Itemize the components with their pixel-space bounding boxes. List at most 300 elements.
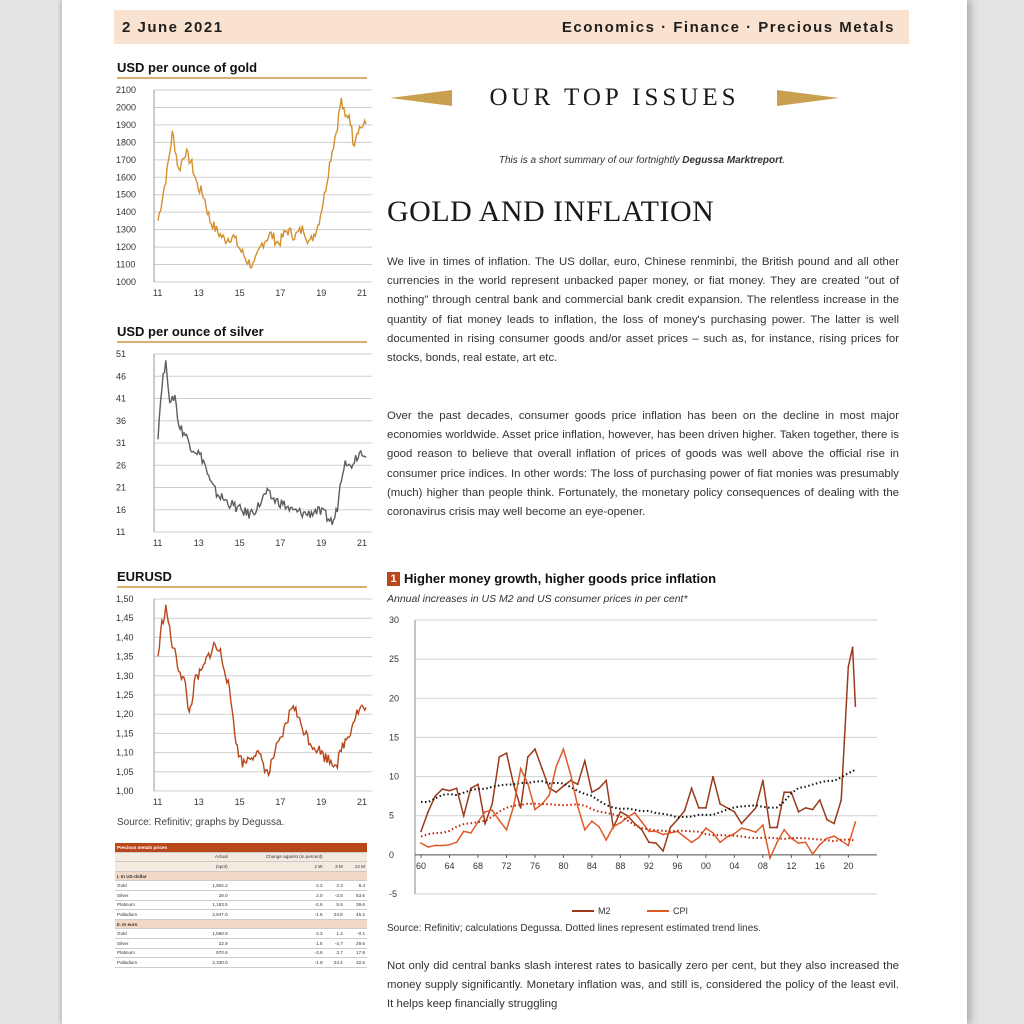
data-point <box>563 785 565 787</box>
data-point <box>855 821 857 823</box>
data-point <box>833 835 835 837</box>
data-point <box>691 841 693 843</box>
figure-number-badge: 1 <box>387 572 400 586</box>
data-point <box>691 787 693 789</box>
table-cell: 2 W <box>230 862 325 872</box>
x-tick-label: 68 <box>472 860 483 871</box>
x-tick-label: 08 <box>757 860 768 871</box>
eurusd-chart <box>114 591 374 815</box>
data-point <box>520 768 522 770</box>
table-cell: -4.7 <box>325 938 345 948</box>
data-point <box>605 839 607 841</box>
data-point <box>734 811 736 813</box>
data-point <box>534 809 536 811</box>
x-tick-label: 84 <box>586 860 597 871</box>
intro-line <box>387 155 897 166</box>
data-point <box>620 822 622 824</box>
data-point <box>805 807 807 809</box>
table-cell <box>325 871 345 881</box>
table-cell <box>199 919 229 929</box>
y-tick-label: 2100 <box>116 85 137 95</box>
data-point <box>812 853 814 855</box>
y-tick-label: 41 <box>116 393 127 404</box>
table-cell: 8.4 <box>345 881 367 891</box>
data-point <box>648 841 650 843</box>
y-tick-label: 1900 <box>116 119 137 130</box>
y-tick-label: 11 <box>116 527 126 537</box>
y-tick-label: 30 <box>389 615 400 625</box>
data-point <box>762 824 764 826</box>
y-tick-label: 1,20 <box>116 709 134 720</box>
data-point <box>463 831 465 833</box>
table-cell: 2.0 <box>230 890 325 900</box>
data-point <box>491 809 493 811</box>
x-tick-label: 15 <box>234 797 245 807</box>
data-point <box>591 820 593 822</box>
data-point <box>570 773 572 775</box>
table-cell: Silver <box>115 890 199 900</box>
table-cell: 1.5 <box>230 938 325 948</box>
table-cell: 45.2 <box>345 910 367 920</box>
data-point <box>705 807 707 809</box>
data-point <box>584 829 586 831</box>
data-point <box>548 795 550 797</box>
table-row <box>115 890 367 900</box>
y-tick-label: 1500 <box>116 189 137 200</box>
data-point <box>534 748 536 750</box>
table-cell <box>199 843 229 852</box>
x-tick-label: 13 <box>193 288 204 298</box>
table-cell: 28.0 <box>199 890 229 900</box>
gold-chart-title: USD per ounce of gold <box>117 60 367 79</box>
table-cell: 32.6 <box>345 958 367 968</box>
x-tick-label: 20 <box>843 860 854 871</box>
data-point <box>584 760 586 762</box>
data-point <box>698 837 700 839</box>
x-tick-label: 16 <box>814 860 825 871</box>
x-tick-label: 15 <box>234 538 245 548</box>
data-point <box>548 787 550 789</box>
table-cell: Actual <box>199 852 229 862</box>
table-cell: II. In euro <box>115 919 199 929</box>
table-section-row <box>115 919 367 929</box>
data-point <box>648 831 650 833</box>
table-cell: 1,183.5 <box>199 900 229 910</box>
table-cell <box>345 843 367 852</box>
silver-chart-title: USD per ounce of silver <box>117 324 367 343</box>
data-point <box>840 799 842 801</box>
data-point <box>563 748 565 750</box>
table-cell: Change against (in percent) <box>230 852 325 862</box>
x-tick-label: 13 <box>193 538 204 548</box>
data-point <box>698 807 700 809</box>
data-point <box>641 829 643 831</box>
table-row <box>115 948 367 958</box>
table-cell: Precious metals prices <box>115 843 199 852</box>
table-row <box>115 958 367 968</box>
eurusd-chart-title: EURUSD <box>117 569 367 588</box>
table-cell: 1,902.2 <box>199 881 229 891</box>
table-header-row <box>115 852 367 862</box>
header-bar <box>114 10 909 44</box>
data-point <box>634 812 636 814</box>
y-tick-label: 1200 <box>116 242 137 253</box>
table-cell: 12 M <box>345 862 367 872</box>
table-cell: 2.3 <box>230 929 325 939</box>
x-tick-label: 15 <box>234 288 245 298</box>
data-point <box>734 833 736 835</box>
x-tick-label: 11 <box>153 797 163 807</box>
y-tick-label: 0 <box>389 849 395 860</box>
y-tick-label: 26 <box>116 460 127 471</box>
intro-suffix: . <box>782 155 786 166</box>
x-tick-label: 04 <box>729 860 740 871</box>
x-tick-label: 13 <box>193 797 204 807</box>
table-cell <box>115 852 199 862</box>
report-topics: Economics · Finance · Precious Metals <box>561 18 895 36</box>
table-cell: Palladium <box>115 910 199 920</box>
data-point <box>855 705 857 707</box>
table-cell: Gold <box>115 929 199 939</box>
x-tick-label: 64 <box>444 860 455 871</box>
data-point <box>719 803 721 805</box>
intro-brand: Degussa Marktreport <box>682 155 783 166</box>
data-point <box>805 841 807 843</box>
data-point <box>655 831 657 833</box>
data-point <box>726 836 728 838</box>
y-tick-label: 16 <box>116 504 127 515</box>
y-tick-label: 1,00 <box>116 786 134 796</box>
series-line-cpi <box>421 749 855 858</box>
table-cell: -2.6 <box>230 900 325 910</box>
table-cell <box>325 919 345 929</box>
data-point <box>776 827 778 829</box>
data-point <box>427 846 429 848</box>
data-point <box>669 832 671 834</box>
data-point <box>463 815 465 817</box>
money-growth-inflation-chart <box>387 612 887 920</box>
data-point <box>669 827 671 829</box>
data-point <box>577 805 579 807</box>
data-point <box>527 783 529 785</box>
table-cell: 53.6 <box>345 890 367 900</box>
data-point <box>477 784 479 786</box>
data-point <box>776 841 778 843</box>
data-point <box>427 811 429 813</box>
data-point <box>605 780 607 782</box>
data-point <box>783 791 785 793</box>
table-cell: -1.6 <box>230 910 325 920</box>
figure-title <box>387 571 716 586</box>
y-tick-label: 1,50 <box>116 594 134 604</box>
table-cell <box>325 843 345 852</box>
article-title: GOLD AND INFLATION <box>387 195 715 228</box>
table-cell: -1.9 <box>230 958 325 968</box>
data-point <box>498 820 500 822</box>
table-cell: -3.6 <box>230 948 325 958</box>
y-tick-label: 1600 <box>116 172 137 183</box>
y-tick-label: 1,05 <box>116 766 134 777</box>
x-tick-label: 60 <box>416 860 427 871</box>
table-cell: Silver <box>115 938 199 948</box>
data-point <box>819 799 821 801</box>
x-tick-label: 11 <box>153 288 163 298</box>
table-header-row <box>115 862 367 872</box>
intro-prefix: This is a short summary of our fortnightly <box>498 155 680 166</box>
data-point <box>755 831 757 833</box>
data-point <box>755 807 757 809</box>
table-cell: -0.1 <box>345 929 367 939</box>
paragraph-1: We live in times of inflation. The US dollar, euro, Chinese renminbi, the British pound and all other currencies in the world represent unbacked paper money, or fiat money. They are created "out of nothing" through central bank and commercial bank credit expansion. The relentless increase in the quantity of fiat money leads to inflation, the loss of money's purchasing power. The latter is well documented in rising consumer goods and/or asset prices – such as, for instance, rising prices for stocks, bonds, real estate, art etc. <box>387 256 899 365</box>
data-point <box>442 788 444 790</box>
data-point <box>627 816 629 818</box>
table-cell: Gold <box>115 881 199 891</box>
y-tick-label: 1000 <box>116 277 137 287</box>
table-cell: 22.9 <box>199 938 229 948</box>
table-cell <box>199 871 229 881</box>
y-tick-label: 1700 <box>116 154 137 165</box>
table-cell: 17.8 <box>345 948 367 958</box>
x-tick-label: 00 <box>700 860 711 871</box>
x-tick-label: 17 <box>275 288 286 298</box>
data-point <box>456 841 458 843</box>
y-tick-label: 1,35 <box>116 651 134 662</box>
top-issues-banner <box>387 80 842 116</box>
table-title-row <box>115 843 367 852</box>
data-point <box>442 845 444 847</box>
y-tick-label: -5 <box>389 889 398 899</box>
table-cell: 3.7 <box>325 948 345 958</box>
y-tick-label: 25 <box>389 654 400 665</box>
legend-label: CPI <box>673 906 689 916</box>
table-cell: 2.3 <box>325 881 345 891</box>
data-point <box>677 819 679 821</box>
silver-price-chart <box>114 346 374 556</box>
data-point <box>420 831 422 833</box>
data-point <box>847 845 849 847</box>
y-tick-label: 1,30 <box>116 670 134 681</box>
data-point <box>456 787 458 789</box>
y-tick-label: 21 <box>116 482 127 493</box>
x-tick-label: 80 <box>558 860 569 871</box>
x-tick-label: 17 <box>275 538 286 548</box>
data-point <box>798 811 800 813</box>
table-cell: I. In US-dollar <box>115 871 199 881</box>
data-point <box>555 766 557 768</box>
x-tick-label: 21 <box>357 797 368 807</box>
y-tick-label: 1,40 <box>116 632 134 643</box>
data-point <box>434 845 436 847</box>
table-section-row <box>115 871 367 881</box>
price-series-line <box>158 605 366 776</box>
table-cell: 2.2 <box>230 881 325 891</box>
figure-subtitle: Annual increases in US M2 and US consumer prices in per cent* <box>387 593 688 605</box>
data-point <box>662 850 664 852</box>
y-tick-label: 10 <box>389 771 400 782</box>
data-point <box>684 810 686 812</box>
x-tick-label: 19 <box>316 538 327 548</box>
paragraph-3: Not only did central banks slash interest rates to basically zero per cent, but they also increased the money supply significantly. Monetary inflation was, and still is, considered the policy of the least evil. It helps keep financially struggling <box>387 960 899 1011</box>
data-point <box>748 815 750 817</box>
data-point <box>684 836 686 838</box>
gold-price-chart <box>114 82 374 304</box>
data-point <box>712 776 714 778</box>
data-point <box>769 857 771 859</box>
data-point <box>484 811 486 813</box>
x-tick-label: 21 <box>357 288 368 298</box>
y-tick-label: 1,10 <box>116 747 134 758</box>
series-line-m2 <box>421 647 855 851</box>
data-point <box>470 787 472 789</box>
data-point <box>826 838 828 840</box>
y-tick-label: 36 <box>116 415 127 426</box>
x-tick-label: 19 <box>316 288 327 298</box>
table-cell <box>325 852 345 862</box>
report-page <box>62 0 967 1024</box>
legend-label: M2 <box>598 906 611 916</box>
table-cell: Palladium <box>115 958 199 968</box>
x-tick-label: 11 <box>153 538 163 548</box>
x-tick-label: 19 <box>316 797 327 807</box>
table-cell <box>345 871 367 881</box>
data-point <box>812 809 814 811</box>
x-tick-label: 96 <box>672 860 683 871</box>
data-point <box>833 823 835 825</box>
y-tick-label: 1100 <box>116 259 136 270</box>
data-point <box>498 756 500 758</box>
y-tick-label: 1300 <box>116 224 137 235</box>
data-point <box>748 829 750 831</box>
data-point <box>520 807 522 809</box>
table-row <box>115 929 367 939</box>
table-cell <box>230 919 325 929</box>
data-point <box>591 791 593 793</box>
data-point <box>506 752 508 754</box>
table-cell: -3.5 <box>325 890 345 900</box>
data-point <box>577 784 579 786</box>
sidebar-source-note: Source: Refinitiv; graphs by Degussa. <box>117 817 285 828</box>
table-cell: 24.8 <box>325 910 345 920</box>
y-tick-label: 51 <box>116 349 127 359</box>
table-cell: 1,560.9 <box>199 929 229 939</box>
banner-text: OUR TOP ISSUES <box>489 84 740 111</box>
y-tick-label: 1,25 <box>116 690 134 700</box>
data-point <box>449 844 451 846</box>
data-point <box>598 787 600 789</box>
table-cell: 23.4 <box>325 958 345 968</box>
table-row <box>115 910 367 920</box>
data-point <box>762 780 764 782</box>
x-tick-label: 92 <box>643 860 654 871</box>
y-tick-label: 1,15 <box>116 728 134 739</box>
table-cell: (spot) <box>199 862 229 872</box>
table-cell <box>230 871 325 881</box>
report-date: 2 June 2021 <box>122 18 224 36</box>
data-point <box>712 832 714 834</box>
data-point <box>705 827 707 829</box>
y-tick-label: 1,45 <box>116 613 134 624</box>
data-point <box>798 842 800 844</box>
y-tick-label: 1400 <box>116 207 137 218</box>
data-point <box>555 791 557 793</box>
data-point <box>826 819 828 821</box>
data-point <box>783 829 785 831</box>
data-point <box>449 790 451 792</box>
data-point <box>847 666 849 668</box>
data-point <box>598 826 600 828</box>
table-row <box>115 938 367 948</box>
table-cell: 5.5 <box>325 900 345 910</box>
data-point <box>852 647 854 649</box>
x-tick-label: 21 <box>357 538 368 548</box>
data-point <box>527 756 529 758</box>
x-tick-label: 12 <box>786 860 797 871</box>
data-point <box>741 823 743 825</box>
y-tick-label: 46 <box>116 371 127 382</box>
data-point <box>484 823 486 825</box>
x-tick-label: 76 <box>529 860 540 871</box>
table-cell <box>345 919 367 929</box>
y-tick-label: 5 <box>389 810 395 821</box>
data-point <box>491 803 493 805</box>
data-point <box>655 842 657 844</box>
price-series-line <box>158 98 366 268</box>
data-point <box>420 842 422 844</box>
table-row <box>115 881 367 891</box>
y-tick-label: 1800 <box>116 137 137 148</box>
table-cell: Platinum <box>115 900 199 910</box>
y-tick-label: 2000 <box>116 102 137 113</box>
table-cell <box>345 852 367 862</box>
data-point <box>726 807 728 809</box>
data-point <box>662 834 664 836</box>
table-cell: 3 M <box>325 862 345 872</box>
y-tick-label: 20 <box>389 693 400 704</box>
y-tick-label: 15 <box>389 732 400 743</box>
x-tick-label: 72 <box>501 860 512 871</box>
table-cell: 970.6 <box>199 948 229 958</box>
data-point <box>641 821 643 823</box>
data-point <box>819 844 821 846</box>
table-cell: 2,330.0 <box>199 958 229 968</box>
x-tick-label: 88 <box>615 860 626 871</box>
x-tick-label: 17 <box>275 797 286 807</box>
table-cell: 1.2 <box>325 929 345 939</box>
data-point <box>790 838 792 840</box>
precious-metals-prices-table <box>115 843 367 968</box>
data-point <box>769 827 771 829</box>
data-point <box>719 841 721 843</box>
data-point <box>620 811 622 813</box>
data-point <box>541 768 543 770</box>
data-point <box>612 826 614 828</box>
table-cell: 29.6 <box>345 938 367 948</box>
table-cell: Platinum <box>115 948 199 958</box>
data-point <box>434 795 436 797</box>
table-cell: 39.6 <box>345 900 367 910</box>
table-cell <box>230 843 325 852</box>
data-point <box>513 805 515 807</box>
paragraph-2: Over the past decades, consumer goods price inflation has been on the decline in most major economies worldwide. Asset price inflation, however, has been driven higher. Taken together, there is good reason to believe that overall inflation of prices of goods was well above the official rise in consumer price indices. In other words: The loss of purchasing power of fiat monies was presumably (much) higher than people think. Fortunately, the monetary policy consequences of dealing with the coronavirus crisis may well become an eye-opener. <box>387 410 899 519</box>
table-cell <box>115 862 199 872</box>
data-point <box>506 829 508 831</box>
figure-source-note: Source: Refinitiv; calculations Degussa. Dotted lines represent estimated trend lines. <box>387 923 762 934</box>
figure-title-text: Higher money growth, higher goods price inflation <box>404 571 717 586</box>
data-point <box>741 827 743 829</box>
table-row <box>115 900 367 910</box>
y-tick-label: 31 <box>116 438 127 448</box>
data-point <box>470 832 472 834</box>
